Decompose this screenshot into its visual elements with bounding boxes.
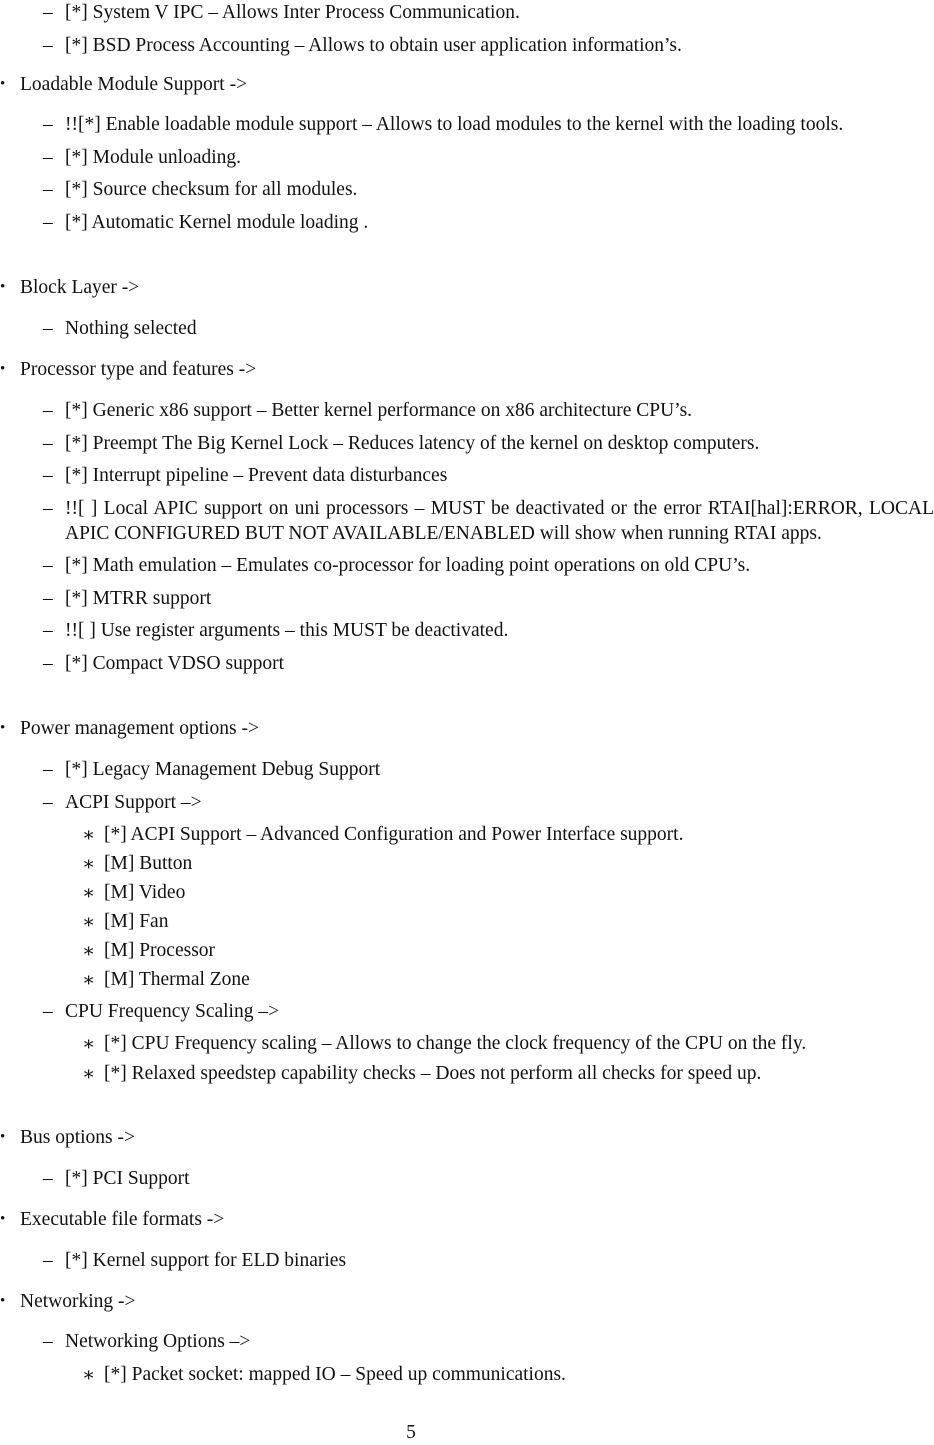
list-item — [0, 999, 934, 1024]
item-text: !![ ] Use register arguments – this MUST be deactivated. — [65, 620, 509, 641]
cpu-freq-item — [0, 999, 934, 1032]
item-text: [*] Generic x86 support – Better kernel performance on x86 architecture CPU’s. — [65, 400, 693, 421]
dash-bullet: – — [43, 146, 53, 168]
list-item — [0, 1248, 934, 1273]
asterisk-bullet: ∗ — [82, 941, 96, 962]
item-text: !![*] Enable loadable module support – Allows to load modules to the kernel with the loading tools. — [65, 114, 844, 135]
section-heading: Loadable Module Support -> — [20, 74, 248, 95]
item-text: [*] ACPI Support – Advanced Configuration and Power Interface support. — [104, 824, 684, 845]
dash-bullet: – — [43, 432, 53, 454]
bullet-dot: • — [0, 76, 6, 92]
item-text: [*] MTRR support — [65, 587, 212, 609]
list-item — [0, 1061, 934, 1086]
section-bus-options — [0, 1125, 934, 1150]
list-item — [0, 1329, 934, 1354]
list-item — [0, 967, 934, 992]
list-item — [0, 553, 934, 578]
item-text: ACPI Support –> — [65, 791, 202, 813]
dash-bullet: – — [43, 211, 53, 233]
block-layer-items — [0, 316, 934, 349]
item-text: [*] Relaxed speedstep capability checks – Does not perform all checks for speed up. — [104, 1063, 762, 1084]
item-text: [*] Compact VDSO support — [65, 652, 285, 674]
item-text: Networking Options –> — [65, 1331, 251, 1352]
item-text: [M] Thermal Zone — [104, 969, 250, 990]
list-item — [0, 463, 934, 488]
item-text: [*] BSD Process Accounting – Allows to obtain user application information’s. — [65, 35, 682, 56]
asterisk-bullet: ∗ — [82, 912, 96, 933]
item-text: Nothing selected — [65, 318, 197, 339]
item-text: [*] Preempt The Big Kernel Lock – Reduces latency of the kernel on desktop computers. — [65, 432, 760, 454]
dash-bullet: – — [43, 652, 53, 674]
section-heading: Power management options -> — [20, 718, 259, 739]
asterisk-bullet: ∗ — [82, 1365, 96, 1386]
module-items — [0, 112, 934, 242]
bullet-dot: • — [0, 1129, 6, 1145]
item-text: !![ ] Local APIC support on uni processors – MUST be deactivated or the error RTAI[hal]:ERROR, LOCAL APIC CONFIGURED BUT NOT AVAILABLE/ENABLED will show when running RTAI apps. — [65, 497, 934, 544]
dash-bullet: – — [43, 114, 53, 135]
power-items — [0, 757, 934, 815]
continuation-list — [0, 0, 934, 66]
list-item — [0, 0, 934, 25]
list-item — [0, 586, 934, 611]
item-text: [*] Kernel support for ELD binaries — [65, 1250, 347, 1271]
item-text: [M] Video — [104, 882, 186, 903]
item-text: [*] Module unloading. — [65, 146, 242, 168]
bullet-dot: • — [0, 720, 6, 736]
item-text: [*] Packet socket: mapped IO – Speed up communications. — [104, 1364, 566, 1385]
list-item — [0, 822, 934, 847]
dash-bullet: – — [43, 179, 53, 200]
page-number: 5 — [406, 1422, 416, 1443]
bus-items — [0, 1166, 934, 1199]
item-text: [*] Interrupt pipeline – Prevent data disturbances — [65, 465, 448, 486]
section-loadable-module-support — [0, 72, 934, 97]
item-text: [*] System V IPC – Allows Inter Process Communication. — [65, 2, 520, 23]
dash-bullet: – — [43, 465, 53, 486]
list-item — [0, 210, 934, 235]
dash-bullet: – — [43, 1331, 53, 1352]
asterisk-bullet: ∗ — [82, 854, 96, 875]
bullet-dot: • — [0, 1293, 6, 1309]
dash-bullet: – — [43, 555, 53, 576]
section-block-layer — [0, 275, 934, 300]
section-networking — [0, 1289, 934, 1314]
item-text: [M] Processor — [104, 940, 216, 961]
item-text: [*] Source checksum for all modules. — [65, 179, 358, 200]
section-heading: Block Layer -> — [20, 277, 140, 298]
cpu-freq-subitems — [0, 1031, 934, 1090]
asterisk-bullet: ∗ — [82, 1034, 96, 1055]
list-item — [0, 1362, 934, 1387]
section-heading: Bus options -> — [20, 1127, 136, 1148]
bullet-dot: • — [0, 279, 6, 295]
bullet-dot: • — [0, 361, 6, 377]
asterisk-bullet: ∗ — [82, 825, 96, 846]
list-item — [0, 1166, 934, 1191]
dash-bullet: – — [43, 400, 53, 421]
dash-bullet: – — [43, 318, 53, 339]
list-item — [0, 177, 934, 202]
section-heading: Executable file formats -> — [20, 1209, 225, 1230]
acpi-subitems — [0, 822, 934, 996]
list-item — [0, 851, 934, 876]
bullet-dot: • — [0, 1211, 6, 1227]
list-item — [0, 618, 934, 643]
item-text: [*] PCI Support — [65, 1168, 190, 1189]
dash-bullet: – — [43, 1250, 53, 1271]
section-heading: Processor type and features -> — [20, 359, 257, 380]
section-executable-formats — [0, 1207, 934, 1232]
item-text: [M] Fan — [104, 911, 169, 932]
list-item — [0, 496, 934, 546]
dash-bullet: – — [43, 35, 53, 56]
dash-bullet: – — [43, 759, 53, 780]
item-text: [*] Legacy Management Debug Support — [65, 759, 381, 780]
dash-bullet: – — [43, 587, 53, 609]
section-power-management — [0, 716, 934, 741]
list-item — [0, 880, 934, 905]
dash-bullet: – — [43, 2, 53, 23]
list-item — [0, 33, 934, 58]
dash-bullet: – — [43, 1168, 53, 1189]
item-text: [*] Math emulation – Emulates co-processor for loading point operations on old CPU’s. — [65, 555, 751, 576]
networking-items — [0, 1329, 934, 1362]
item-text: [*] Automatic Kernel module loading . — [65, 211, 369, 233]
dash-bullet: – — [43, 1001, 53, 1022]
list-item — [0, 398, 934, 423]
dash-bullet: – — [43, 791, 53, 813]
asterisk-bullet: ∗ — [82, 1064, 96, 1085]
networking-subitems — [0, 1362, 934, 1391]
executable-items — [0, 1248, 934, 1281]
list-item — [0, 145, 934, 170]
list-item — [0, 938, 934, 963]
processor-items — [0, 398, 934, 683]
asterisk-bullet: ∗ — [82, 883, 96, 904]
list-item — [0, 909, 934, 934]
asterisk-bullet: ∗ — [82, 970, 96, 991]
item-text: [*] CPU Frequency scaling – Allows to change the clock frequency of the CPU on the fly. — [104, 1033, 807, 1054]
list-item — [0, 431, 934, 456]
list-item — [0, 316, 934, 341]
dash-bullet: – — [43, 620, 53, 641]
list-item — [0, 1031, 934, 1056]
list-item — [0, 651, 934, 676]
item-text: CPU Frequency Scaling –> — [65, 1001, 280, 1022]
section-heading: Networking -> — [20, 1291, 136, 1312]
item-text: [M] Button — [104, 853, 193, 874]
section-processor-type — [0, 357, 934, 382]
dash-bullet: – — [43, 497, 53, 519]
list-item — [0, 757, 934, 782]
list-item — [0, 112, 934, 137]
list-item — [0, 790, 934, 815]
